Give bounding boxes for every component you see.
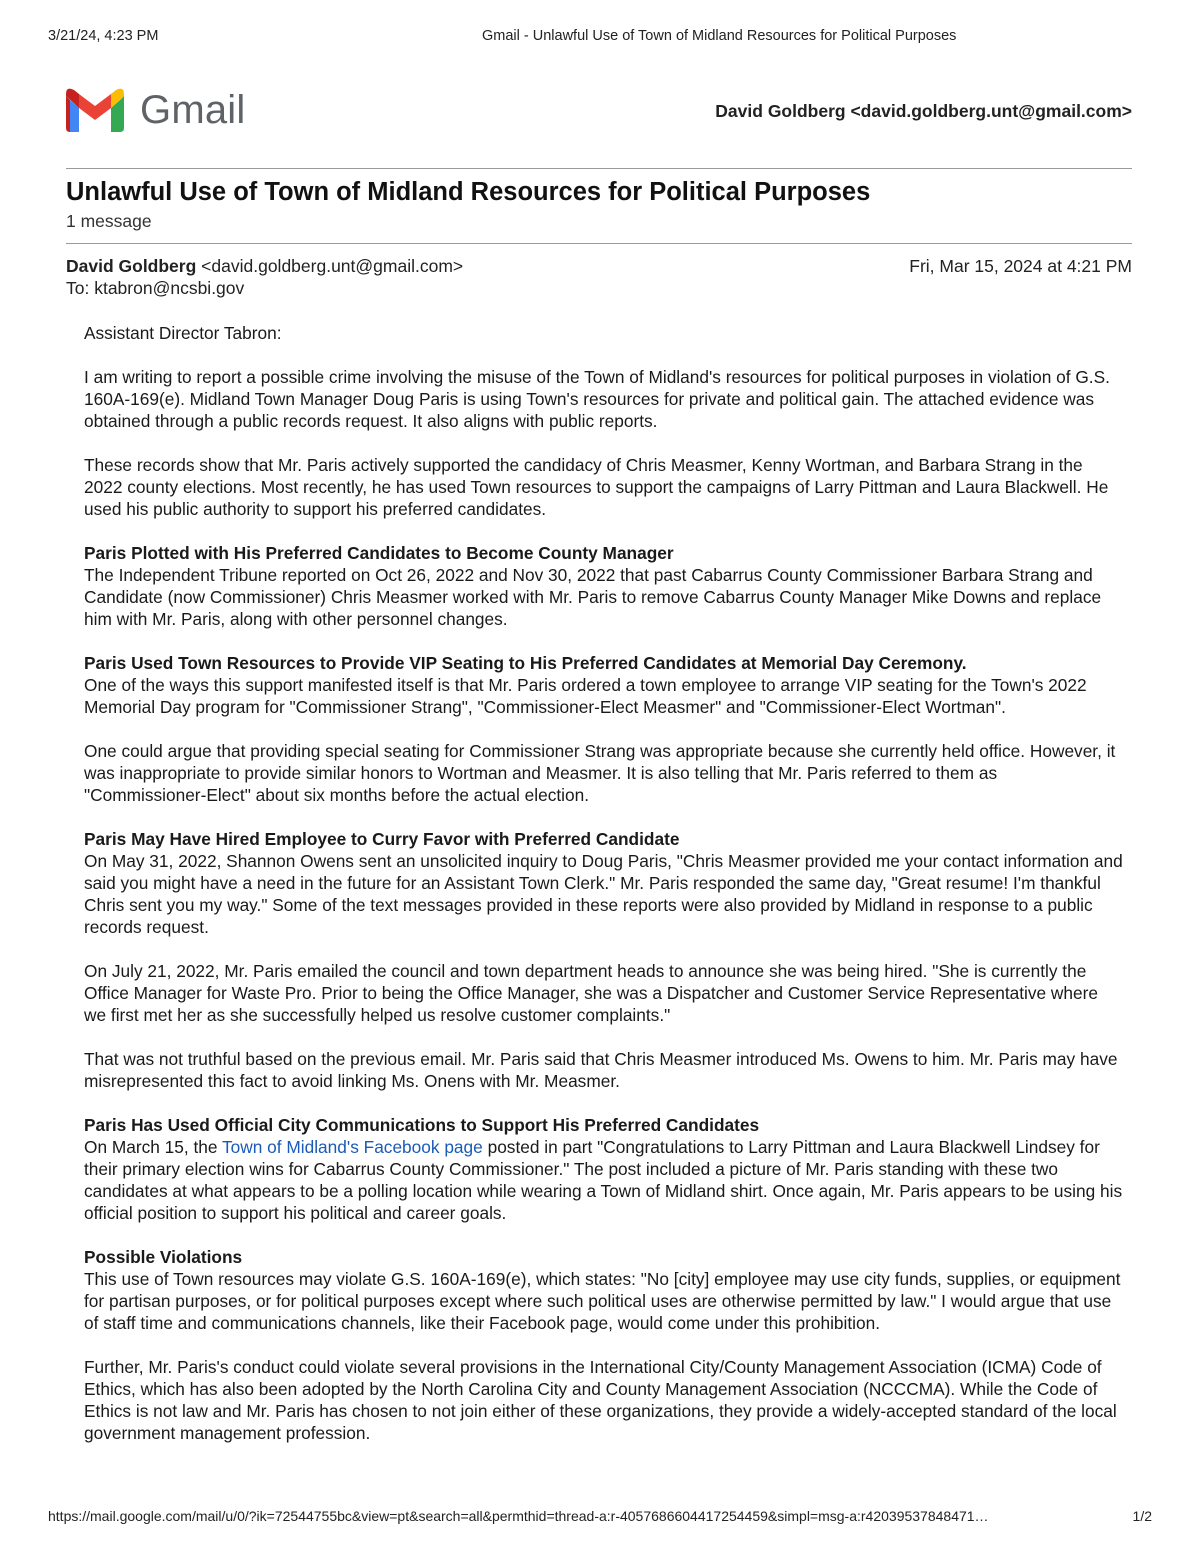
subject-divider bbox=[66, 243, 1132, 244]
paragraph: Further, Mr. Paris's conduct could violate several provisions in the International City/County Management Association (ICMA) Code of Ethics, which has also been adopted by the North Carolina City and County Management Association (NCCCMA). While the Code of Ethics is not law and Mr. Paris has chosen to not join either of these organizations, they provide a widely-accepted standard of the local government management profession. bbox=[84, 1357, 1117, 1443]
section-heading: Possible Violations bbox=[84, 1247, 243, 1267]
section-heading: Paris Used Town Resources to Provide VIP Seating to His Preferred Candidates at Memorial Day Ceremony. bbox=[84, 653, 967, 673]
print-url: https://mail.google.com/mail/u/0/?ik=72544755bc&view=pt&search=all&permthid=thread-a:r-4057686604417254459&simpl=msg-a:r42039537848471… bbox=[48, 1508, 989, 1524]
thread-subject: Unlawful Use of Town of Midland Resources for Political Purposes bbox=[66, 178, 871, 206]
print-datetime: 3/21/24, 4:23 PM bbox=[48, 28, 159, 44]
paragraph: These records show that Mr. Paris actively supported the candidacy of Chris Measmer, Kenny Wortman, and Barbara Strang in the 2022 county elections. Most recently, he has used Town resources to support the campaigns of Larry Pittman and Laura Blackwell. He used his public authority to support his preferred candidates. bbox=[84, 455, 1109, 519]
section-heading: Paris May Have Hired Employee to Curry Favor with Preferred Candidate bbox=[84, 829, 680, 849]
section bbox=[84, 542, 1124, 630]
paragraph: One of the ways this support manifested itself is that Mr. Paris ordered a town employee to arrange VIP seating for the Town's 2022 Memorial Day program for "Commissioner Strang", "Commissioner-Elect Measmer" and "Commissioner-Elect Wortman". bbox=[84, 675, 1087, 717]
sender-name: David Goldberg bbox=[66, 256, 197, 276]
gmail-wordmark: Gmail bbox=[140, 87, 246, 132]
section bbox=[84, 652, 1124, 718]
paragraph-text: posted in part "Congratulations to Larry Pittman and Laura Blackwell Lindsey for their primary election wins for Cabarrus County Commissioner." The post included a picture of Mr. Paris standing with these two candidates at what appears to be a polling location while wearing a Town of Midland shirt. Once again, Mr. Paris appears to be using his official position to support his political and career goals. bbox=[84, 1137, 1123, 1223]
message-body bbox=[84, 322, 1124, 1466]
paragraph: That was not truthful based on the previous email. Mr. Paris said that Chris Measmer introduced Ms. Owens to him. Mr. Paris may have misrepresented this fact to avoid linking Ms. Onens with Mr. Measmer. bbox=[84, 1049, 1118, 1091]
gmail-m-logo-icon bbox=[66, 88, 124, 132]
paragraph: On May 31, 2022, Shannon Owens sent an unsolicited inquiry to Doug Paris, "Chris Measmer provided me your contact information and said you might have a need in the future for an Assistant Town Clerk." Mr. Paris responded the same day, "Great resume! I'm thankful Chris sent you my way." Some of the text messages provided in these reports were also provided by Midland in response to a public records request. bbox=[84, 851, 1123, 937]
paragraph: This use of Town resources may violate G.S. 160A-169(e), which states: "No [city] employee may use city funds, supplies, or equipment for partisan purposes, or for political purposes except where such political uses are otherwise permitted by law." I would argue that use of staff time and communications channels, like their Facebook page, would come under this prohibition. bbox=[84, 1269, 1121, 1333]
section bbox=[84, 1114, 1124, 1224]
greeting: Assistant Director Tabron: bbox=[84, 323, 282, 343]
paragraph-text: On March 15, the bbox=[84, 1137, 223, 1157]
page-number: 1/2 bbox=[1132, 1508, 1152, 1524]
message-date: Fri, Mar 15, 2024 at 4:21 PM bbox=[909, 256, 1132, 276]
paragraph: The Independent Tribune reported on Oct 26, 2022 and Nov 30, 2022 that past Cabarrus County Commissioner Barbara Strang and Candidate (now Commissioner) Chris Measmer worked with Mr. Paris to remove Cabarrus County Manager Mike Downs and replace him with Mr. Paris, along with other personnel changes. bbox=[84, 565, 1102, 629]
facebook-page-link[interactable]: Town of Midland's Facebook page bbox=[222, 1137, 483, 1157]
account-identity: David Goldberg <david.goldberg.unt@gmail.com> bbox=[715, 101, 1132, 121]
sender-email: <david.goldberg.unt@gmail.com> bbox=[201, 256, 464, 276]
gmail-logo bbox=[66, 86, 245, 134]
section bbox=[84, 828, 1124, 938]
section-heading: Paris Has Used Official City Communications to Support His Preferred Candidates bbox=[84, 1115, 760, 1135]
message-recipient: To: ktabron@ncsbi.gov bbox=[66, 278, 245, 298]
paragraph: I am writing to report a possible crime involving the misuse of the Town of Midland's resources for political purposes in violation of G.S. 160A-169(e). Midland Town Manager Doug Paris is using Town's resources for private and political gain. The attached evidence was obtained through a public records request. It also aligns with public reports. bbox=[84, 367, 1110, 431]
section bbox=[84, 1246, 1124, 1334]
paragraph: One could argue that providing special seating for Commissioner Strang was appropriate because she currently held office. However, it was inappropriate to provide similar honors to Wortman and Measmer. It is also telling that Mr. Paris referred to them as "Commissioner-Elect" about six months before the actual election. bbox=[84, 741, 1116, 805]
section-heading: Paris Plotted with His Preferred Candidates to Become County Manager bbox=[84, 543, 674, 563]
message-count: 1 message bbox=[66, 211, 152, 231]
print-page-title: Gmail - Unlawful Use of Town of Midland Resources for Political Purposes bbox=[482, 28, 957, 44]
header-divider bbox=[66, 168, 1132, 169]
paragraph: On July 21, 2022, Mr. Paris emailed the council and town department heads to announce she was being hired. "She is currently the Office Manager for Waste Pro. Prior to being the Office Manager, she was a Dispatcher and Customer Service Representative where we first met her as she successfully helped us resolve customer complaints." bbox=[84, 961, 1098, 1025]
message-sender bbox=[66, 256, 463, 277]
